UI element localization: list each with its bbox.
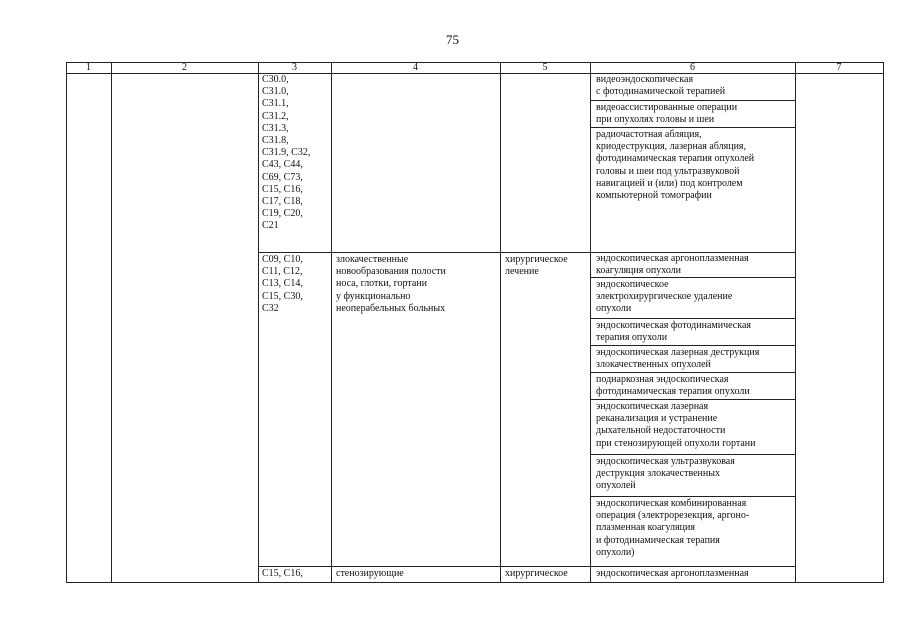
column-border xyxy=(258,62,259,583)
method-separator xyxy=(590,345,795,346)
treatment-type: хирургическое лечение xyxy=(505,254,568,278)
method-separator xyxy=(590,399,795,400)
treatment-method: эндоскопическая лазерная реканализация и устранение дыхательной недостаточности при стенозирующей опухоли гортани xyxy=(596,401,756,449)
treatment-method: эндоскопическая фотодинамическая терапия опухоли xyxy=(596,320,751,344)
method-separator xyxy=(590,318,795,319)
treatment-type: хирургическое xyxy=(505,568,568,579)
column-header: 4 xyxy=(413,62,418,73)
method-separator xyxy=(590,100,795,101)
method-separator xyxy=(590,496,795,497)
condition-description: стенозирующие xyxy=(336,568,404,579)
treatment-method: радиочастотная абляция, криодеструкция, лазерная абляция, фотодинамическая терапия опухолей головы и шеи под ультразвуковой навигацией и (или) под контролем компьютерной томографии xyxy=(596,129,755,202)
treatment-method: эндоскопическая аргоноплазменная коагуляция опухоли xyxy=(596,253,749,277)
column-border xyxy=(66,62,67,583)
treatment-method: эндоскопическая ультразвуковая деструкция злокачественных опухолей xyxy=(596,456,735,492)
method-separator xyxy=(590,372,795,373)
column-header: 1 xyxy=(86,62,91,73)
column-header: 3 xyxy=(292,62,297,73)
column-border xyxy=(111,62,112,583)
column-border xyxy=(331,62,332,583)
diagnosis-codes: C15, C16, xyxy=(262,568,303,579)
page-number: 75 xyxy=(446,32,459,47)
treatment-method: видеоассистированные операции при опухолях головы и шеи xyxy=(596,102,738,126)
treatment-method: эндоскопическая комбинированная операция (электрорезекция, аргоно- плазменная коагуляция и фотодинамическая терапия опухоли) xyxy=(596,498,750,558)
diagnosis-codes: C30.0, C31.0, C31.1, C31.2, C31.3, C31.8, C31.9, C32, C43, C44, C69, C73, C15, C16, C17, C18, C19, C20, C21 xyxy=(262,74,311,232)
column-border xyxy=(500,62,501,583)
treatment-method: эндоскопическая лазерная деструкция злокачественных опухолей xyxy=(596,347,760,371)
column-header: 6 xyxy=(690,62,695,73)
column-border xyxy=(795,62,796,583)
column-border xyxy=(590,62,591,583)
diagnosis-codes: C09, C10, C11, C12, C13, C14, C15, C30, C32 xyxy=(262,254,303,314)
method-separator xyxy=(590,454,795,455)
table-bottom-border xyxy=(66,582,884,583)
condition-description: злокачественные новообразования полости носа, глотки, гортани у функционально неоперабельных больных xyxy=(336,254,446,314)
column-header: 5 xyxy=(542,62,548,73)
column-header: 7 xyxy=(836,62,842,73)
treatment-method: эндоскопическая аргоноплазменная xyxy=(596,568,749,579)
treatment-method: эндоскопическое электрохирургическое удаление опухоли xyxy=(596,279,733,315)
treatment-method: поднаркозная эндоскопическая фотодинамическая терапия опухоли xyxy=(596,374,750,398)
column-border xyxy=(883,62,884,583)
row-separator xyxy=(258,566,795,567)
method-separator xyxy=(590,127,795,128)
column-header: 2 xyxy=(182,62,187,73)
treatment-method: видеоэндоскопическая с фотодинамической терапией xyxy=(596,74,726,98)
